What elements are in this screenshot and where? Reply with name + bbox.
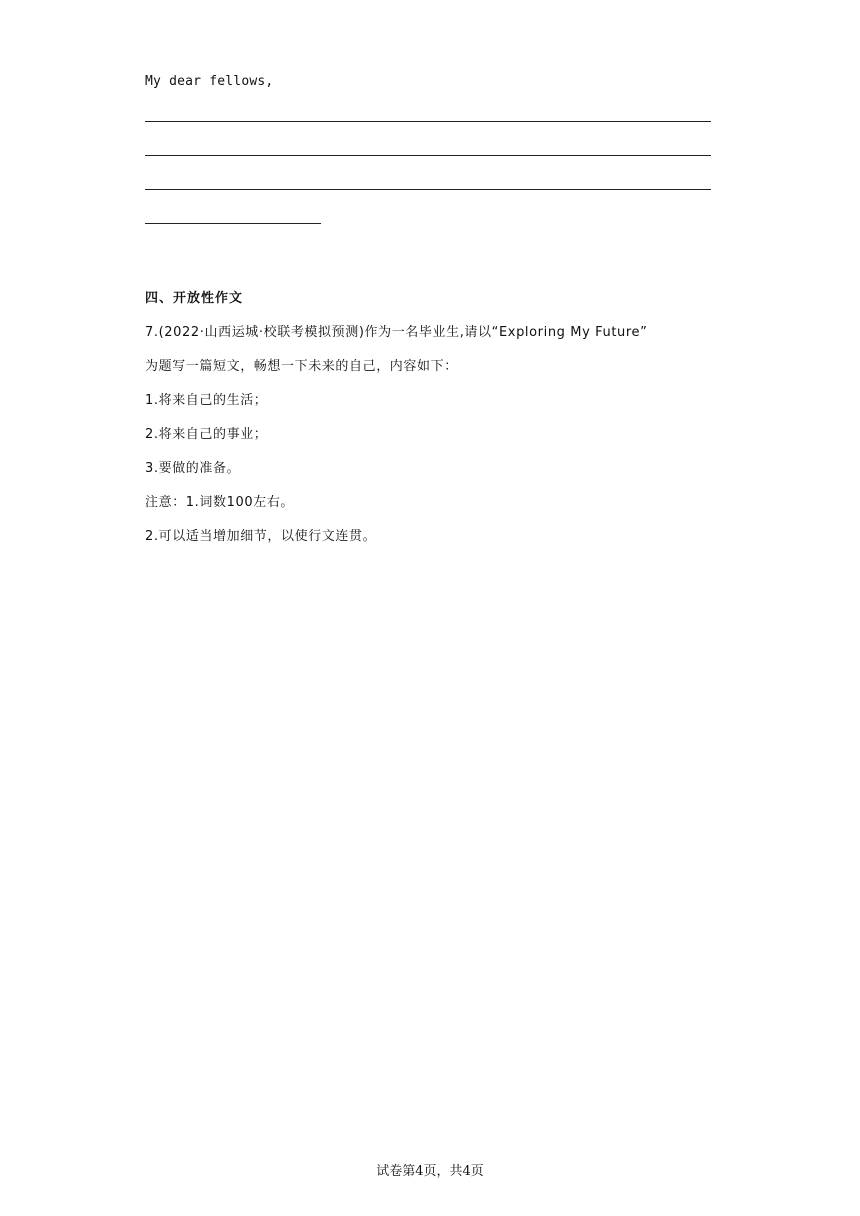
answer-line <box>145 223 321 224</box>
letter-greeting: My dear fellows, <box>145 74 274 89</box>
answer-line <box>145 155 711 156</box>
note-add-details: 2.可以适当增加细节，以使行文连贯。 <box>145 529 377 544</box>
requirement-item-3: 3.要做的准备。 <box>145 461 241 476</box>
answer-line <box>145 121 711 122</box>
answer-line <box>145 189 711 190</box>
requirement-item-2: 2.将来自己的事业； <box>145 427 268 442</box>
requirement-item-1: 1.将来自己的生活； <box>145 393 268 408</box>
note-word-count: 注意：1.词数100左右。 <box>145 495 295 510</box>
page-footer: 试卷第4页，共4页 <box>376 1164 484 1179</box>
question-prompt-line-1: 7.(2022·山西运城·校联考模拟预测)作为一名毕业生,请以“Exploring My Future” <box>145 325 648 340</box>
question-prompt-line-2: 为题写一篇短文，畅想一下未来的自己，内容如下： <box>145 359 458 374</box>
section-title: 四、开放性作文 <box>145 291 244 306</box>
